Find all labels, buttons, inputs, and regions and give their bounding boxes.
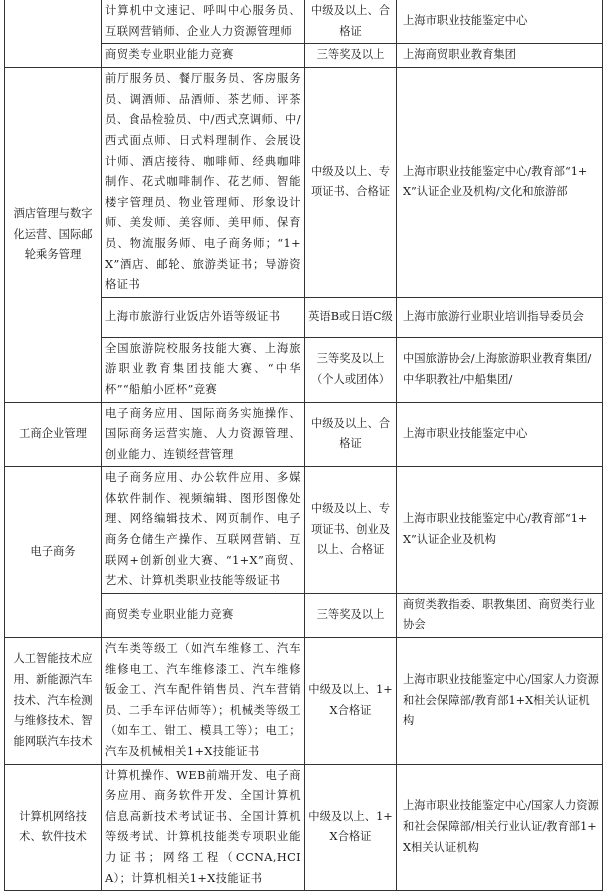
issuer-cell: 上海市职业技能鉴定中心 — [397, 402, 603, 467]
level-cell: 三等奖及以上（个人或团体） — [305, 337, 397, 402]
major-cell: 计算机网络技术、软件技术 — [5, 764, 102, 891]
issuer-cell: 上海市旅游行业职业培训指导委员会 — [397, 297, 603, 337]
major-cell — [5, 0, 102, 68]
table-row — [5, 467, 603, 594]
certificate-cell: 上海市旅游行业饭店外语等级证书 — [102, 297, 305, 337]
major-cell: 酒店管理与数字化运营、国际邮轮乘务管理 — [5, 68, 102, 402]
level-cell: 三等奖及以上 — [305, 44, 397, 68]
table-row — [5, 638, 603, 765]
issuer-cell: 上海市职业技能鉴定中心 — [397, 0, 603, 44]
level-cell: 中级及以上、合格证 — [305, 0, 397, 44]
issuer-cell: 上海市职业技能鉴定中心/国家人力资源和社会保障部/教育部1+X相关认证机构 — [397, 638, 603, 765]
major-cell: 工商企业管理 — [5, 402, 102, 467]
certificate-cell: 电子商务应用、办公软件应用、多媒体软件制作、视频编辑、图形图像处理、网络编辑技术、网页制作、电子商务仓储生产操作、互联网营销、互联网+创新创业大赛、“1+X”商贸、艺术、计算机类职业技能等级证书 — [102, 467, 305, 594]
issuer-cell: 上海商贸职业教育集团 — [397, 44, 603, 68]
level-cell: 中级及以上、专项证书、合格证 — [305, 68, 397, 298]
certificate-cell: 计算机操作、WEB前端开发、电子商务应用、商务软件开发、全国计算机信息高新技术考试证书、全国计算机等级考试、计算机技能类专项职业能力证书；网络工程（CCNA,HCIA）；计算机相关1+X技能证书 — [102, 764, 305, 891]
issuer-cell: 上海市职业技能鉴定中心/教育部“1+X”认证企业及机构/文化和旅游部 — [397, 68, 603, 298]
issuer-cell: 上海市职业技能鉴定中心/教育部“1+X”认证企业及机构 — [397, 467, 603, 594]
level-cell: 中级及以上、合格证 — [305, 402, 397, 467]
issuer-cell: 中国旅游协会/上海旅游职业教育集团/中华职教社/中船集团/ — [397, 337, 603, 402]
table-row — [5, 764, 603, 891]
certificate-cell: 电子商务应用、国际商务实施操作、国际商务运营实施、人力资源管理、创业能力、连锁经营管理 — [102, 402, 305, 467]
certificate-cell: 前厅服务员、餐厅服务员、客房服务员、调酒师、品酒师、茶艺师、评茶员、食品检验员、中/西式烹调师、中/西式面点师、日式料理制作、会展设计师、酒店接待、咖啡师、经典咖啡制作、花式咖啡制作、花艺师、智能楼宇管理员、物业管理师、形象设计师、美发师、美容师、美甲师、保育员、物流服务师、电子商务师；“1+X”酒店、邮轮、旅游类证书；导游资格证书 — [102, 68, 305, 298]
certificate-cell: 计算机中文速记、呼叫中心服务员、互联网营销师、企业人力资源管理师 — [102, 0, 305, 44]
table-row — [5, 0, 603, 44]
certificate-cell: 全国旅游院校服务技能大赛、上海旅游职业教育集团技能大赛、“中华杯”“船舶小匠杯”竞赛 — [102, 337, 305, 402]
level-cell: 英语B或日语C级 — [305, 297, 397, 337]
table-row — [5, 68, 603, 298]
certificate-cell: 汽车类等级工（如汽车维修工、汽车维修电工、汽车维修漆工、汽车维修钣金工、汽车配件销售员、汽车营销员、二手车评估师等）；机械类等级工（如车工、钳工、模具工等）；电工；汽车及机械相关1+X技能证书 — [102, 638, 305, 765]
major-cell: 人工智能技术应用、新能源汽车技术、汽车检测与维修技术、智能网联汽车技术 — [5, 638, 102, 765]
major-cell: 电子商务 — [5, 467, 102, 638]
certificate-table — [4, 0, 603, 891]
level-cell: 中级及以上、1+X合格证 — [305, 638, 397, 765]
issuer-cell: 商贸类教指委、职教集团、商贸类行业协会 — [397, 593, 603, 637]
level-cell: 中级及以上、专项证书、创业及以上、合格证 — [305, 467, 397, 594]
issuer-cell: 上海市职业技能鉴定中心/国家人力资源和社会保障部/相关行业认证/教育部1+X相关认证机构 — [397, 764, 603, 891]
level-cell: 中级及以上、1+X合格证 — [305, 764, 397, 891]
certificate-cell: 商贸类专业职业能力竞赛 — [102, 593, 305, 637]
table-row — [5, 402, 603, 467]
certificate-cell: 商贸类专业职业能力竞赛 — [102, 44, 305, 68]
level-cell: 三等奖及以上 — [305, 593, 397, 637]
